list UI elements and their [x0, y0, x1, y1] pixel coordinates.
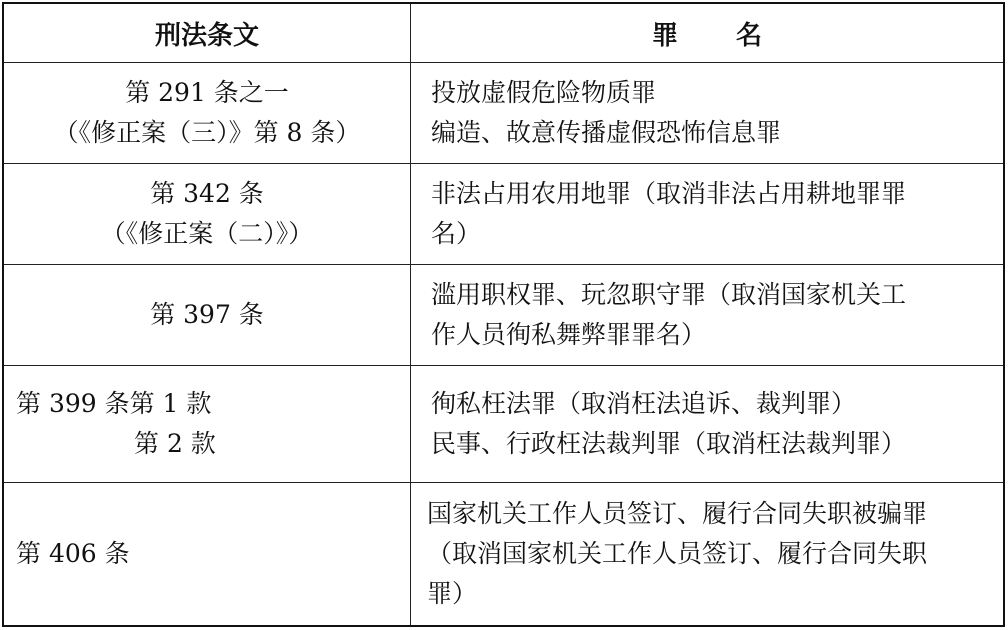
- crime-line: 滥用职权罪、玩忽职守罪（取消国家机关工: [431, 280, 907, 309]
- article-line: （《修正案（二）》）: [100, 219, 314, 248]
- crime-line: （取消国家机关工作人员签订、履行合同失职: [427, 539, 928, 568]
- crime-cell: [411, 366, 1003, 482]
- article-line: 第 397 条: [150, 300, 264, 329]
- header-article-cell: [4, 4, 411, 62]
- crime-line: 作人员徇私舞弊罪罪名）: [431, 320, 707, 349]
- crime-cell: [411, 265, 1003, 365]
- table-row: [4, 63, 1003, 164]
- article-cell: [4, 63, 411, 163]
- table-row: [4, 265, 1003, 366]
- crime-cell: [411, 63, 1003, 163]
- article-line: 第 399 条第 1 款: [16, 389, 212, 418]
- crime-cell: [411, 164, 1003, 264]
- article-cell: [4, 265, 411, 365]
- table-row: [4, 164, 1003, 265]
- crime-line: 非法占用农用地罪（取消非法占用耕地罪罪: [431, 179, 907, 208]
- header-article-label: 刑法条文: [154, 20, 259, 51]
- table-row: [4, 366, 1003, 483]
- crime-cell: [411, 483, 1003, 625]
- crime-line: 徇私枉法罪（取消枉法追诉、裁判罪）: [431, 389, 857, 418]
- article-cell: [4, 483, 411, 625]
- article-cell: [4, 366, 411, 482]
- crime-table: [2, 2, 1005, 627]
- article-cell: [4, 164, 411, 264]
- header-crime-cell: [411, 4, 1003, 62]
- crime-line: 民事、行政枉法裁判罪（取消枉法裁判罪）: [431, 429, 907, 458]
- table-header-row: [4, 4, 1003, 63]
- crime-line: 投放虚假危险物质罪: [431, 78, 657, 107]
- header-crime-char-2: 名: [736, 20, 763, 51]
- article-line: 第 291 条之一: [125, 78, 289, 107]
- crime-line: 名）: [431, 219, 482, 248]
- header-crime-char-1: 罪: [651, 20, 678, 51]
- article-line: 第 406 条: [16, 539, 130, 568]
- crime-line: 国家机关工作人员签订、履行合同失职被骗罪: [427, 499, 928, 528]
- article-line: （《修正案（三）》第 8 条）: [53, 118, 361, 147]
- crime-line: 编造、故意传播虚假恐怖信息罪: [431, 118, 782, 147]
- article-line: 第 2 款: [134, 429, 216, 458]
- table-row: [4, 483, 1003, 625]
- article-line: 第 342 条: [150, 179, 264, 208]
- crime-line: 罪）: [427, 579, 478, 608]
